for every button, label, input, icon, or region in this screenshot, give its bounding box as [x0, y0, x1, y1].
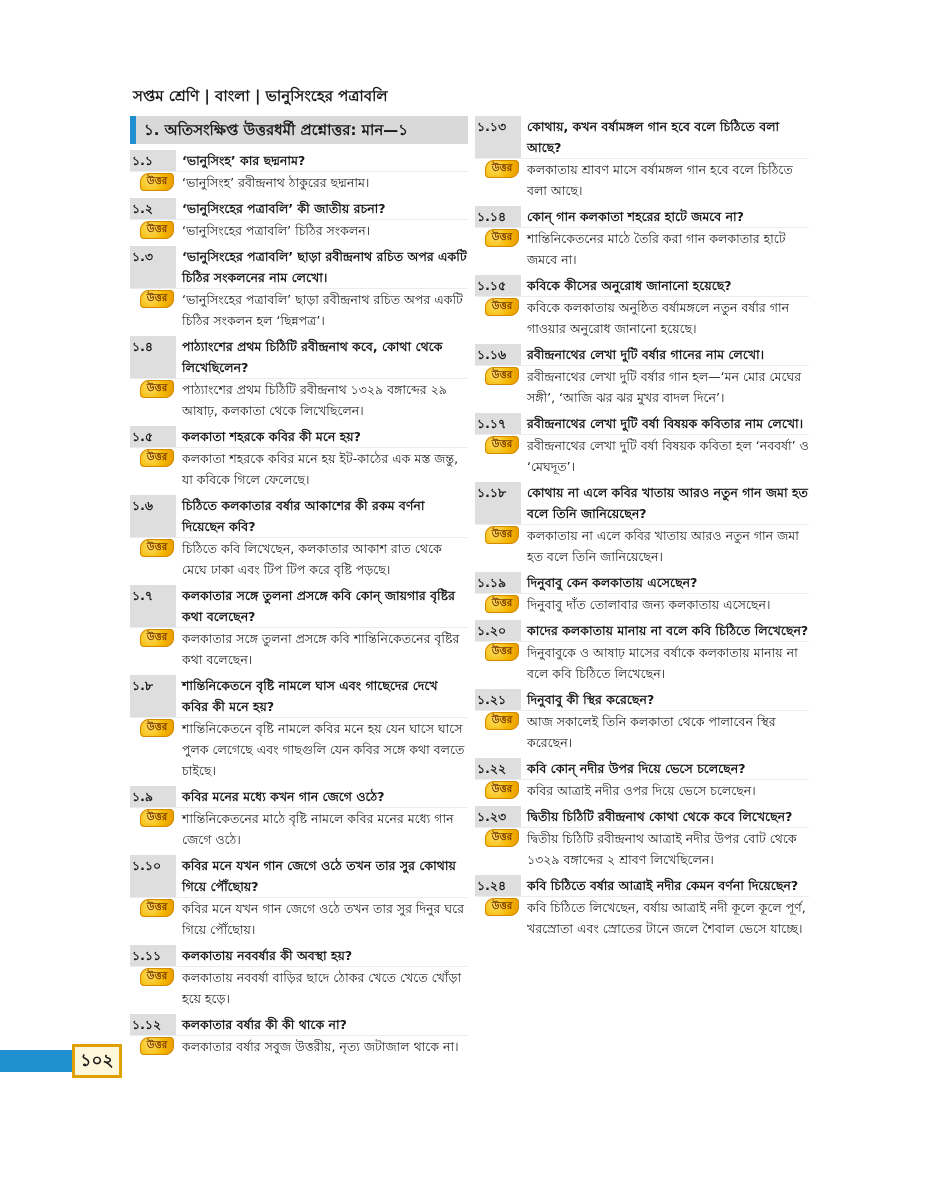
- question: [130, 786, 468, 808]
- answer-badge-wrap: [475, 297, 521, 339]
- question-number: ১.২: [132, 201, 153, 216]
- question: [130, 336, 468, 379]
- answer-text: দিনুবাবুকে ও আষাঢ় মাসের বর্ষাকে কলকাতায় মানায় না বলে কবি চিঠিতে লিখেছেন।: [527, 645, 798, 681]
- answer: [130, 967, 468, 1009]
- answer-badge-icon: উত্তর: [485, 160, 519, 178]
- question-text: দিনুবাবু কেন কলকাতায় এসেছেন?: [527, 575, 698, 590]
- question-number: ১.১৩: [477, 119, 507, 134]
- qa-item: [130, 198, 468, 241]
- answer-badge-icon: উত্তর: [485, 298, 519, 316]
- question-number: ১.১৮: [477, 485, 507, 500]
- question: [475, 413, 809, 435]
- question-text: চিঠিতে কলকাতার বর্ষার আকাশের কী রকম বর্ণনা দিয়েছেন কবি?: [182, 498, 425, 534]
- question-number: ১.১৬: [477, 347, 507, 362]
- answer-badge-wrap: [130, 289, 176, 331]
- answer-text: কবির আত্রাই নদীর ওপর দিয়ে ভেসে চলেছেন।: [527, 783, 756, 798]
- answer-badge-wrap: [475, 525, 521, 567]
- answer-badge-wrap: [475, 711, 521, 753]
- qa-item: [130, 855, 468, 940]
- answer-text: ‘ভানুসিংহের পত্রাবলি’ চিঠির সংকলন।: [182, 223, 371, 238]
- answer-badge-icon: উত্তর: [485, 229, 519, 247]
- answer-badge-icon: উত্তর: [140, 809, 174, 827]
- answer-badge-icon: উত্তর: [485, 643, 519, 661]
- question-number: ১.২১: [477, 692, 507, 707]
- qa-item: [475, 344, 809, 408]
- question-number: ১.১৫: [477, 278, 507, 293]
- question-number: ১.১১: [132, 948, 162, 963]
- question: [475, 806, 809, 828]
- question: [130, 495, 468, 538]
- answer-text: কবির মনে যখন গান জেগে ওঠে তখন তার সুর দিনুর ঘরে গিয়ে পৌঁছোয়।: [182, 901, 464, 937]
- answer-badge-icon: উত্তর: [140, 380, 174, 398]
- answer-text: শান্তিনিকেতনের মাঠে বৃষ্টি নামলে কবির মনের মধ্যে গান জেগে ওঠে।: [182, 811, 454, 847]
- question-number: ১.১২: [132, 1017, 162, 1032]
- answer: [475, 828, 809, 870]
- answer-badge-icon: উত্তর: [140, 899, 174, 917]
- answer-badge-icon: উত্তর: [140, 1037, 174, 1055]
- qa-item: [475, 116, 809, 201]
- answer-text: কবিকে কলকাতায় অনুষ্ঠিত বর্ষামঙ্গলে নতুন বর্ষার গান গাওয়ার অনুরোধ জানানো হয়েছে।: [527, 300, 790, 336]
- answer: [130, 220, 468, 241]
- qa-item: [130, 336, 468, 421]
- qa-item: [475, 875, 809, 939]
- question: [475, 482, 809, 525]
- question-text: দ্বিতীয় চিঠিটি রবীন্দ্রনাথ কোথা থেকে কবে লিখেছেন?: [527, 809, 793, 824]
- answer-badge-icon: উত্তর: [140, 173, 174, 191]
- answer: [130, 628, 468, 670]
- question-text: ‘ভানুসিংহের পত্রাবলি’ কী জাতীয় রচনা?: [182, 201, 386, 216]
- answer: [475, 780, 809, 801]
- answer-badge-wrap: [475, 642, 521, 684]
- answer-text: রবীন্দ্রনাথের লেখা দুটি বর্ষা বিষয়ক কবিতা হল ‘নববর্ষা’ ও ‘মেঘদূত’।: [527, 438, 809, 474]
- qa-item: [130, 246, 468, 331]
- question: [130, 150, 468, 172]
- question-number: ১.২৪: [477, 878, 507, 893]
- answer-text: কলকাতায় শ্রাবণ মাসে বর্ষামঙ্গল গান হবে বলে চিঠিতে বলা আছে।: [527, 162, 793, 198]
- question-text: ‘ভানুসিংহ’ কার ছদ্মনাম?: [182, 153, 306, 168]
- answer: [475, 642, 809, 684]
- question-number: ১.৯: [132, 789, 153, 804]
- qa-item: [130, 945, 468, 1009]
- answer-badge-wrap: [130, 808, 176, 850]
- answer-text: কলকাতায় নববর্ষা বাড়ির ছাদে ঠোকর খেতে খেতে খোঁড়া হয়ে হড়ে।: [182, 970, 462, 1006]
- answer: [475, 297, 809, 339]
- question-text: কলকাতায় নববর্ষার কী অবস্থা হয়?: [182, 948, 353, 963]
- qa-item: [475, 413, 809, 477]
- question-text: কবি চিঠিতে বর্ষার আত্রাই নদীর কেমন বর্ণনা দিয়েছেন?: [527, 878, 799, 893]
- qa-item: [475, 620, 809, 684]
- answer: [475, 897, 809, 939]
- answer-text: ‘ভানুসিংহ’ রবীন্দ্রনাথ ঠাকুরের ছদ্মনাম।: [182, 175, 370, 190]
- question: [475, 875, 809, 897]
- qa-item: [475, 275, 809, 339]
- answer-badge-wrap: [130, 448, 176, 490]
- question-text: কলকাতার সঙ্গে তুলনা প্রসঙ্গে কবি কোন্ জায়গার বৃষ্টির কথা বলেছেন?: [182, 588, 455, 624]
- question: [130, 675, 468, 718]
- question-number: ১.১: [132, 153, 153, 168]
- answer: [475, 525, 809, 567]
- answer: [475, 228, 809, 270]
- answer-badge-wrap: [130, 628, 176, 670]
- question-number: ১.২৩: [477, 809, 507, 824]
- question: [130, 855, 468, 898]
- answer: [475, 594, 809, 615]
- question-number: ১.২০: [477, 623, 507, 638]
- question-text: কোথায় না এলে কবির খাতায় আরও নতুন গান জমা হত বলে তিনি জানিয়েছেন?: [527, 485, 808, 521]
- answer-badge-icon: উত্তর: [140, 290, 174, 308]
- answer-badge-wrap: [475, 828, 521, 870]
- answer-badge-icon: উত্তর: [485, 367, 519, 385]
- question: [130, 246, 468, 289]
- answer-text: দ্বিতীয় চিঠিটি রবীন্দ্রনাথ আত্রাই নদীর উপর বোট থেকে ১৩২৯ বঙ্গাব্দের ২ শ্রাবণ লিখেছিলেন।: [527, 831, 797, 867]
- answer-badge-icon: উত্তর: [485, 526, 519, 544]
- question-number: ১.১৭: [477, 416, 507, 431]
- answer-badge-icon: উত্তর: [485, 781, 519, 799]
- question-number: ১.১৪: [477, 209, 507, 224]
- question: [130, 945, 468, 967]
- question-text: কবিকে কীসের অনুরোধ জানানো হয়েছে?: [527, 278, 732, 293]
- answer-text: কলকাতার সঙ্গে তুলনা প্রসঙ্গে কবি শান্তিনিকেতনের বৃষ্টির কথা বলেছেন।: [182, 631, 460, 667]
- answer-badge-wrap: [475, 435, 521, 477]
- question-number: ১.১৯: [477, 575, 507, 590]
- question-text: কোথায়, কখন বর্ষামঙ্গল গান হবে বলে চিঠিতে বলা আছে?: [527, 119, 780, 155]
- question: [130, 426, 468, 448]
- answer-text: আজ সকালেই তিনি কলকাতা থেকে পালাবেন স্থির করেছেন।: [527, 714, 776, 750]
- question: [475, 620, 809, 642]
- question: [475, 572, 809, 594]
- question-number: ১.২২: [477, 761, 507, 776]
- answer-badge-wrap: [130, 220, 176, 241]
- answer: [130, 172, 468, 193]
- qa-item: [475, 482, 809, 567]
- answer-badge-wrap: [475, 228, 521, 270]
- qa-item: [475, 206, 809, 270]
- qa-item: [130, 585, 468, 670]
- question: [475, 206, 809, 228]
- answer-text: ‘ভানুসিংহের পত্রাবলি’ ছাড়া রবীন্দ্রনাথ রচিত অপর একটি চিঠির সংকলন হল ‘ছিন্নপত্র’।: [182, 292, 463, 328]
- answer-badge-wrap: [130, 172, 176, 193]
- question-text: কোন্ গান কলকাতা শহরের হাটে জমবে না?: [527, 209, 744, 224]
- question: [475, 344, 809, 366]
- question-text: রবীন্দ্রনাথের লেখা দুটি বর্ষার গানের নাম লেখো।: [527, 347, 765, 362]
- answer-text: শান্তিনিকেতনে বৃষ্টি নামলে কবির মনে হয় যেন ঘাসে ঘাসে পুলক লেগেছে এবং গাছগুলি যেন কবির সঙ্গে কথা বলতে চাইছে।: [182, 721, 465, 778]
- answer-text: শান্তিনিকেতনের মাঠে তৈরি করা গান কলকাতার হাটে জমবে না।: [527, 231, 786, 267]
- answer-text: কলকাতায় না এলে কবির খাতায় আরও নতুন গান জমা হত বলে তিনি জানিয়েছেন।: [527, 528, 799, 564]
- question-text: দিনুবাবু কী স্থির করেছেন?: [527, 692, 655, 707]
- answer: [130, 538, 468, 580]
- answer: [130, 898, 468, 940]
- answer-text: রবীন্দ্রনাথের লেখা দুটি বর্ষার গান হল—‘মন মোর মেঘের সঙ্গী’, ‘আজি ঝর ঝর মুখর বাদল দিনে’।: [527, 369, 802, 405]
- answer: [475, 435, 809, 477]
- page-number: ১০২: [72, 1044, 122, 1078]
- qa-item: [475, 758, 809, 801]
- question: [475, 275, 809, 297]
- answer-text: চিঠিতে কবি লিখেছেন, কলকাতার আকাশ রাত থেকে মেঘে ঢাকা এবং টিপ টিপ করে বৃষ্টি পড়ছে।: [182, 541, 442, 577]
- question: [130, 1014, 468, 1036]
- question-number: ১.৫: [132, 429, 153, 444]
- qa-item: [475, 572, 809, 615]
- answer-text: কবি চিঠিতে লিখেছেন, বর্ষায় আত্রাই নদী কূলে কূলে পূর্ণ, খরস্রোতা এবং স্রোতের টানে জলে শৈবাল ভেসে যাচ্ছে।: [527, 900, 806, 936]
- qa-item: [475, 806, 809, 870]
- question: [475, 689, 809, 711]
- question-number: ১.১০: [132, 858, 162, 873]
- answer-badge-icon: উত্তর: [485, 712, 519, 730]
- question-text: কবি কোন্ নদীর উপর দিয়ে ভেসে চলেছেন?: [527, 761, 746, 776]
- question-text: কলকাতার বর্ষার কী কী থাকে না?: [182, 1017, 347, 1032]
- answer-badge-wrap: [130, 718, 176, 781]
- question: [130, 198, 468, 220]
- section-title: ১. অতিসংক্ষিপ্ত উত্তরধর্মী প্রশ্নোত্তর: মান—১: [130, 116, 468, 144]
- answer-badge-icon: উত্তর: [140, 968, 174, 986]
- answer: [130, 808, 468, 850]
- question-number: ১.৬: [132, 498, 153, 513]
- answer-badge-icon: উত্তর: [140, 539, 174, 557]
- answer: [475, 366, 809, 408]
- question-text: কাদের কলকাতায় মানায় না বলে কবি চিঠিতে লিখেছেন?: [527, 623, 809, 638]
- answer-badge-wrap: [130, 898, 176, 940]
- question-text: কবির মনের মধ্যে কখন গান জেগে ওঠে?: [182, 789, 385, 804]
- qa-item: [130, 786, 468, 850]
- answer-badge-wrap: [475, 780, 521, 801]
- question-number: ১.৭: [132, 588, 153, 603]
- qa-item: [130, 150, 468, 193]
- answer-badge-wrap: [130, 967, 176, 1009]
- answer-badge-icon: উত্তর: [485, 829, 519, 847]
- question-text: পাঠ্যাংশের প্রথম চিঠিটি রবীন্দ্রনাথ কবে, কোথা থেকে লিখেছিলেন?: [182, 339, 443, 375]
- answer-badge-icon: উত্তর: [140, 449, 174, 467]
- question-number: ১.৩: [132, 249, 153, 264]
- answer-badge-wrap: [475, 897, 521, 939]
- answer: [475, 711, 809, 753]
- answer: [130, 718, 468, 781]
- answer-badge-icon: উত্তর: [140, 719, 174, 737]
- qa-item: [130, 426, 468, 490]
- left-qa-list: [130, 150, 468, 1057]
- page-number-bar: [0, 1050, 72, 1072]
- question-number: ১.৪: [132, 339, 153, 354]
- answer: [130, 289, 468, 331]
- answer-text: কলকাতার বর্ষার সবুজ উত্তরীয়, নৃত্য জটাজাল থাকে না।: [182, 1039, 459, 1054]
- answer-badge-wrap: [475, 159, 521, 201]
- answer-badge-icon: উত্তর: [140, 221, 174, 239]
- answer-text: কলকাতা শহরকে কবির মনে হয় ইট-কাঠের এক মস্ত জন্তু, যা কবিকে গিলে ফেলেছে।: [182, 451, 459, 487]
- answer-text: পাঠ্যাংশের প্রথম চিঠিটি রবীন্দ্রনাথ ১৩২৯ বঙ্গাব্দের ২৯ আষাঢ়, কলকাতা থেকে লিখেছিলেন।: [182, 382, 447, 418]
- answer: [130, 448, 468, 490]
- right-qa-list: [475, 116, 809, 939]
- page-header: সপ্তম শ্রেণি | বাংলা | ভানুসিংহের পত্রাবলি: [133, 87, 388, 105]
- right-column: [475, 116, 809, 944]
- answer: [130, 1036, 468, 1057]
- question: [475, 116, 809, 159]
- question-number: ১.৮: [132, 678, 153, 693]
- answer-badge-wrap: [130, 379, 176, 421]
- answer-badge-wrap: [130, 538, 176, 580]
- left-column: [130, 116, 468, 1062]
- answer-badge-wrap: [475, 366, 521, 408]
- answer-badge-icon: উত্তর: [485, 436, 519, 454]
- question: [130, 585, 468, 628]
- qa-item: [130, 495, 468, 580]
- answer-text: দিনুবাবু দাঁত তোলাবার জন্য কলকাতায় এসেছেন।: [527, 597, 771, 612]
- question: [475, 758, 809, 780]
- answer-badge-wrap: [475, 594, 521, 615]
- question-text: রবীন্দ্রনাথের লেখা দুটি বর্ষা বিষয়ক কবিতার নাম লেখো।: [527, 416, 804, 431]
- answer-badge-wrap: [130, 1036, 176, 1057]
- qa-item: [475, 689, 809, 753]
- question-text: শান্তিনিকেতনে বৃষ্টি নামলে ঘাস এবং গাছেদের দেখে কবির কী মনে হয়?: [182, 678, 438, 714]
- qa-item: [130, 1014, 468, 1057]
- answer: [475, 159, 809, 201]
- question-text: কলকাতা শহরকে কবির কী মনে হয়?: [182, 429, 361, 444]
- qa-item: [130, 675, 468, 781]
- answer-badge-icon: উত্তর: [485, 898, 519, 916]
- question-text: কবির মনে যখন গান জেগে ওঠে তখন তার সুর কোথায় গিয়ে পৌঁছোয়?: [182, 858, 456, 894]
- answer: [130, 379, 468, 421]
- question-text: ‘ভানুসিংহের পত্রাবলি’ ছাড়া রবীন্দ্রনাথ রচিত অপর একটি চিঠির সংকলনের নাম লেখো।: [182, 249, 467, 285]
- answer-badge-icon: উত্তর: [485, 595, 519, 613]
- answer-badge-icon: উত্তর: [140, 629, 174, 647]
